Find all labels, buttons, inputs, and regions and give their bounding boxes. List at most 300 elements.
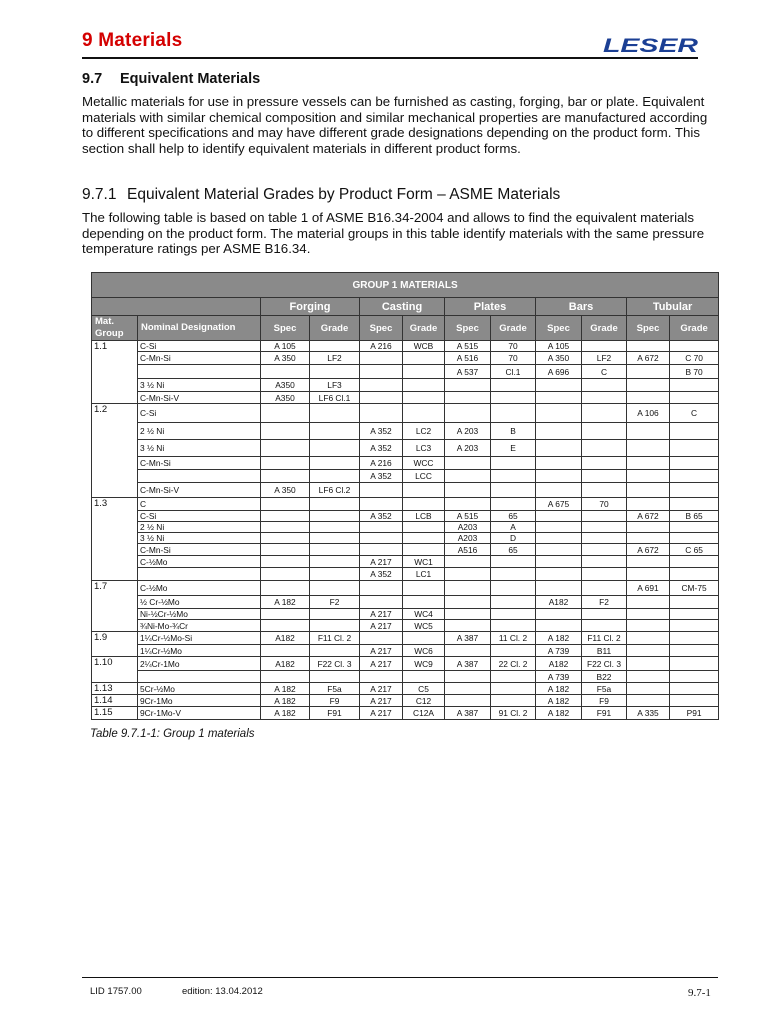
table-row xyxy=(92,379,719,392)
grade-cell: C 65 xyxy=(670,544,719,556)
grade-cell xyxy=(670,609,719,620)
designation-cell: 3 ½ Ni xyxy=(138,440,261,457)
spec-cell xyxy=(261,404,310,423)
grade-cell xyxy=(582,440,627,457)
footer-rule xyxy=(82,977,718,978)
grade-cell xyxy=(403,581,445,596)
grade-cell xyxy=(670,568,719,581)
spec-cell: A 217 xyxy=(360,695,403,707)
spec-cell xyxy=(445,457,491,470)
grade-cell: D xyxy=(491,533,536,544)
spec-cell: A203 xyxy=(445,533,491,544)
grade-cell xyxy=(582,341,627,352)
spec-cell: A 515 xyxy=(445,511,491,522)
designation-cell: C-½Mo xyxy=(138,556,261,568)
table-row xyxy=(92,341,719,352)
grade-cell: B11 xyxy=(582,645,627,657)
form-tubular: Tubular xyxy=(627,298,719,316)
designation-cell xyxy=(138,568,261,581)
grade-cell: LC3 xyxy=(403,440,445,457)
designation-cell xyxy=(138,470,261,483)
grade-cell: LF6 Cl.2 xyxy=(310,483,360,498)
table-row xyxy=(92,707,719,720)
designation-cell: 9Cr-1Mo xyxy=(138,695,261,707)
spec-cell xyxy=(627,423,670,440)
spec-cell: A 691 xyxy=(627,581,670,596)
grade-cell: F5a xyxy=(582,683,627,695)
table-row xyxy=(92,556,719,568)
grade-cell xyxy=(491,695,536,707)
designation-cell: 5Cr-½Mo xyxy=(138,683,261,695)
section-heading xyxy=(82,71,260,87)
grade-cell xyxy=(582,483,627,498)
spec-cell xyxy=(261,581,310,596)
grade-cell: LF3 xyxy=(310,379,360,392)
spec-cell: A 203 xyxy=(445,423,491,440)
spec-cell xyxy=(360,498,403,511)
grade-cell xyxy=(670,632,719,645)
spec-cell: A 350 xyxy=(536,352,582,365)
spec-cell: A203 xyxy=(445,522,491,533)
designation-cell: Ni-½Cr-½Mo xyxy=(138,609,261,620)
grade-cell: 70 xyxy=(491,341,536,352)
header-spacer xyxy=(92,298,261,316)
spec-cell xyxy=(445,581,491,596)
spec-cell xyxy=(627,341,670,352)
spec-cell xyxy=(536,544,582,556)
grade-cell xyxy=(310,671,360,683)
spec-cell xyxy=(360,632,403,645)
grade-cell: A xyxy=(491,522,536,533)
grade-cell: F91 xyxy=(582,707,627,720)
grade-cell xyxy=(310,556,360,568)
grade-cell xyxy=(491,683,536,695)
grade-cell xyxy=(670,533,719,544)
grade-cell: LF2 xyxy=(310,352,360,365)
grade-cell xyxy=(670,457,719,470)
grade-cell xyxy=(310,522,360,533)
grade-cell: LCB xyxy=(403,511,445,522)
svg-text:LESER: LESER xyxy=(603,36,698,56)
spec-cell xyxy=(261,556,310,568)
col-spec: Spec xyxy=(261,316,310,341)
leser-logo xyxy=(603,36,698,56)
spec-cell xyxy=(627,683,670,695)
spec-cell xyxy=(261,470,310,483)
mat-group-cell: 1.3 xyxy=(92,498,138,581)
spec-cell: A350 xyxy=(261,392,310,404)
spec-cell xyxy=(536,511,582,522)
grade-cell: WCC xyxy=(403,457,445,470)
spec-cell xyxy=(360,404,403,423)
grade-cell: 70 xyxy=(582,498,627,511)
designation-cell: ½ Cr-½Mo xyxy=(138,596,261,609)
table-row xyxy=(92,683,719,695)
spec-cell xyxy=(627,620,670,632)
spec-cell: A 387 xyxy=(445,657,491,671)
grade-cell xyxy=(310,645,360,657)
grade-cell: F2 xyxy=(310,596,360,609)
grade-cell: P91 xyxy=(670,707,719,720)
grade-cell xyxy=(582,544,627,556)
table-row xyxy=(92,596,719,609)
spec-cell xyxy=(536,609,582,620)
grade-cell xyxy=(310,498,360,511)
spec-cell xyxy=(536,533,582,544)
grade-cell xyxy=(403,352,445,365)
grade-cell xyxy=(670,423,719,440)
mat-group-cell: 1.2 xyxy=(92,404,138,498)
table-row xyxy=(92,470,719,483)
spec-cell xyxy=(536,581,582,596)
spec-cell xyxy=(627,379,670,392)
table-row xyxy=(92,657,719,671)
grade-cell xyxy=(310,581,360,596)
table-row xyxy=(92,365,719,379)
grade-cell xyxy=(310,423,360,440)
mat-group-cell: 1.9 xyxy=(92,632,138,657)
designation-cell: C-Si xyxy=(138,341,261,352)
grade-cell: C xyxy=(582,365,627,379)
grade-cell xyxy=(310,568,360,581)
spec-cell: A 672 xyxy=(627,352,670,365)
grade-cell xyxy=(403,498,445,511)
spec-cell xyxy=(627,556,670,568)
spec-cell: A182 xyxy=(536,596,582,609)
grade-cell: F2 xyxy=(582,596,627,609)
spec-cell xyxy=(445,568,491,581)
mat-group-cell: 1.14 xyxy=(92,695,138,707)
grade-cell xyxy=(403,365,445,379)
grade-cell xyxy=(491,483,536,498)
spec-cell: A 217 xyxy=(360,609,403,620)
grade-cell xyxy=(491,498,536,511)
table-row xyxy=(92,544,719,556)
grade-cell xyxy=(491,581,536,596)
spec-cell: A 387 xyxy=(445,707,491,720)
spec-cell xyxy=(445,645,491,657)
grade-cell xyxy=(491,379,536,392)
form-plates: Plates xyxy=(445,298,536,316)
spec-cell: A 352 xyxy=(360,511,403,522)
designation-cell: C-Mn-Si-V xyxy=(138,483,261,498)
spec-cell: A 335 xyxy=(627,707,670,720)
mat-group-cell: 1.13 xyxy=(92,683,138,695)
grade-cell xyxy=(582,457,627,470)
spec-cell xyxy=(536,457,582,470)
col-grade: Grade xyxy=(670,316,719,341)
grade-cell xyxy=(670,683,719,695)
grade-cell xyxy=(310,404,360,423)
mat-group-cell: 1.10 xyxy=(92,657,138,683)
spec-cell xyxy=(627,609,670,620)
spec-cell xyxy=(445,470,491,483)
table-row xyxy=(92,620,719,632)
grade-cell xyxy=(403,671,445,683)
grade-cell xyxy=(670,470,719,483)
spec-cell xyxy=(627,457,670,470)
col-grade: Grade xyxy=(403,316,445,341)
table-row xyxy=(92,392,719,404)
spec-cell xyxy=(536,379,582,392)
mat-group-cell: 1.1 xyxy=(92,341,138,404)
grade-cell: F11 Cl. 2 xyxy=(582,632,627,645)
grade-cell: C5 xyxy=(403,683,445,695)
spec-cell xyxy=(445,392,491,404)
grade-cell xyxy=(670,440,719,457)
grade-cell xyxy=(670,498,719,511)
grade-cell xyxy=(403,533,445,544)
grade-cell xyxy=(491,596,536,609)
grade-cell: 65 xyxy=(491,544,536,556)
spec-cell: A 182 xyxy=(536,632,582,645)
designation-cell: C-Mn-Si xyxy=(138,457,261,470)
form-casting: Casting xyxy=(360,298,445,316)
spec-cell xyxy=(360,483,403,498)
grade-cell xyxy=(582,522,627,533)
grade-cell: B22 xyxy=(582,671,627,683)
spec-cell: A182 xyxy=(261,632,310,645)
grade-cell xyxy=(491,568,536,581)
grade-cell xyxy=(491,470,536,483)
spec-cell: A 182 xyxy=(536,695,582,707)
spec-cell xyxy=(261,522,310,533)
spec-cell: A 352 xyxy=(360,440,403,457)
spec-cell xyxy=(445,683,491,695)
spec-cell xyxy=(360,533,403,544)
spec-cell xyxy=(261,533,310,544)
spec-cell: A350 xyxy=(261,379,310,392)
spec-cell: A 217 xyxy=(360,657,403,671)
grade-cell xyxy=(670,657,719,671)
spec-cell xyxy=(536,620,582,632)
table-row xyxy=(92,404,719,423)
grade-cell xyxy=(403,392,445,404)
designation-cell xyxy=(138,365,261,379)
grade-cell xyxy=(582,620,627,632)
spec-cell: A 216 xyxy=(360,341,403,352)
spec-cell xyxy=(445,498,491,511)
spec-cell: A 537 xyxy=(445,365,491,379)
chapter-title: 9 Materials xyxy=(82,30,183,51)
spec-cell xyxy=(261,365,310,379)
grade-cell xyxy=(403,404,445,423)
spec-cell: A 217 xyxy=(360,645,403,657)
spec-cell xyxy=(627,365,670,379)
grade-cell: 65 xyxy=(491,511,536,522)
grade-cell xyxy=(310,470,360,483)
grade-cell: WC4 xyxy=(403,609,445,620)
grade-cell: WC6 xyxy=(403,645,445,657)
grade-cell xyxy=(582,556,627,568)
grade-cell xyxy=(310,533,360,544)
grade-cell xyxy=(582,423,627,440)
designation-cell: 3 ½ Ni xyxy=(138,533,261,544)
grade-cell xyxy=(670,671,719,683)
grade-cell xyxy=(582,404,627,423)
col-grade: Grade xyxy=(310,316,360,341)
grade-cell: E xyxy=(491,440,536,457)
grade-cell: C12A xyxy=(403,707,445,720)
mat-group-cell: 1.7 xyxy=(92,581,138,632)
spec-cell: A 515 xyxy=(445,341,491,352)
spec-cell: A 203 xyxy=(445,440,491,457)
grade-cell xyxy=(670,483,719,498)
grade-cell xyxy=(310,341,360,352)
subsection-paragraph: The following table is based on table 1 of ASME B16.34-2004 and allows to find the equivalent materials depending on the product form. The material groups in this table identify materials with the same pressure temperature ratings per ASME B16.34. xyxy=(82,210,705,256)
spec-cell xyxy=(261,568,310,581)
grade-cell: LC2 xyxy=(403,423,445,440)
designation-cell: C-Mn-Si xyxy=(138,352,261,365)
designation-cell: C-½Mo xyxy=(138,581,261,596)
col-grade: Grade xyxy=(582,316,627,341)
form-forging: Forging xyxy=(261,298,360,316)
spec-cell: A 182 xyxy=(261,707,310,720)
spec-cell xyxy=(627,596,670,609)
spec-cell xyxy=(536,556,582,568)
spec-cell xyxy=(627,483,670,498)
spec-cell: A 182 xyxy=(261,683,310,695)
grade-cell: LC1 xyxy=(403,568,445,581)
grade-cell xyxy=(582,581,627,596)
grade-cell xyxy=(670,392,719,404)
spec-cell xyxy=(261,609,310,620)
spec-cell xyxy=(627,533,670,544)
table-row xyxy=(92,522,719,533)
spec-cell xyxy=(445,620,491,632)
spec-cell: A 672 xyxy=(627,511,670,522)
spec-cell xyxy=(360,352,403,365)
grade-cell: Cl.1 xyxy=(491,365,536,379)
spec-cell xyxy=(360,544,403,556)
grade-cell xyxy=(670,620,719,632)
grade-cell: WCB xyxy=(403,341,445,352)
grade-cell xyxy=(491,404,536,423)
grade-cell: B xyxy=(491,423,536,440)
grade-cell xyxy=(491,392,536,404)
grade-cell xyxy=(310,365,360,379)
table-title: GROUP 1 MATERIALS xyxy=(92,273,719,298)
grade-cell xyxy=(582,470,627,483)
spec-cell xyxy=(627,695,670,707)
table-row xyxy=(92,645,719,657)
table-row xyxy=(92,568,719,581)
grade-cell xyxy=(403,379,445,392)
grade-cell: LF2 xyxy=(582,352,627,365)
spec-cell xyxy=(627,568,670,581)
spec-cell: A 105 xyxy=(261,341,310,352)
designation-cell: C-Mn-Si xyxy=(138,544,261,556)
section-title: Equivalent Materials xyxy=(120,71,261,87)
spec-cell xyxy=(261,423,310,440)
spec-cell xyxy=(261,671,310,683)
grade-cell xyxy=(310,511,360,522)
designation-cell: 2 ½ Ni xyxy=(138,423,261,440)
table-row xyxy=(92,511,719,522)
table-row xyxy=(92,533,719,544)
grade-cell xyxy=(582,379,627,392)
grade-cell xyxy=(491,556,536,568)
grade-cell xyxy=(403,544,445,556)
spec-cell xyxy=(445,404,491,423)
grade-cell: F5a xyxy=(310,683,360,695)
grade-cell: B 65 xyxy=(670,511,719,522)
col-grade: Grade xyxy=(491,316,536,341)
table-row xyxy=(92,483,719,498)
spec-cell xyxy=(261,620,310,632)
spec-cell: A 217 xyxy=(360,620,403,632)
header-rule xyxy=(82,57,698,59)
grade-cell: WC1 xyxy=(403,556,445,568)
spec-cell: A 217 xyxy=(360,707,403,720)
spec-cell: A 182 xyxy=(261,596,310,609)
designation-cell: 9Cr-1Mo-V xyxy=(138,707,261,720)
grade-cell: F22 Cl. 3 xyxy=(310,657,360,671)
subsection-title: Equivalent Material Grades by Product Form – ASME Materials xyxy=(127,186,561,203)
grade-cell xyxy=(491,609,536,620)
grade-cell: F9 xyxy=(582,695,627,707)
grade-cell xyxy=(670,379,719,392)
table-row xyxy=(92,581,719,596)
spec-cell xyxy=(536,423,582,440)
spec-cell xyxy=(536,483,582,498)
grade-cell: LCC xyxy=(403,470,445,483)
spec-cell xyxy=(261,440,310,457)
spec-cell xyxy=(536,440,582,457)
grade-cell: WC5 xyxy=(403,620,445,632)
spec-cell xyxy=(536,522,582,533)
spec-cell: A 352 xyxy=(360,470,403,483)
grade-cell: 70 xyxy=(491,352,536,365)
grade-cell xyxy=(670,556,719,568)
table-caption: Table 9.7.1-1: Group 1 materials xyxy=(90,728,255,740)
col-spec: Spec xyxy=(445,316,491,341)
designation-cell: 3 ½ Ni xyxy=(138,379,261,392)
form-bars: Bars xyxy=(536,298,627,316)
col-spec: Spec xyxy=(627,316,670,341)
table-row xyxy=(92,423,719,440)
grade-cell xyxy=(582,609,627,620)
spec-cell: A516 xyxy=(445,544,491,556)
grade-cell: C12 xyxy=(403,695,445,707)
grade-cell: C 70 xyxy=(670,352,719,365)
spec-cell: A 105 xyxy=(536,341,582,352)
section-paragraph: Metallic materials for use in pressure vessels can be furnished as casting, forging, bar or plate. Equivalent materials with similar chemical composition and similar mechanical properties are manufactured according to different specifications and may have different grade designations depending on the product form. This section shall help to identify equivalent materials in different product forms. xyxy=(82,94,708,156)
grade-cell xyxy=(310,620,360,632)
col-spec: Spec xyxy=(536,316,582,341)
spec-cell xyxy=(360,379,403,392)
grade-cell: 91 Cl. 2 xyxy=(491,707,536,720)
spec-cell xyxy=(360,671,403,683)
grade-cell: 22 Cl. 2 xyxy=(491,657,536,671)
spec-cell xyxy=(627,657,670,671)
spec-cell xyxy=(360,392,403,404)
designation-cell: 1¼Cr-½Mo xyxy=(138,645,261,657)
table-row xyxy=(92,695,719,707)
spec-cell xyxy=(261,457,310,470)
grade-cell xyxy=(670,522,719,533)
spec-cell xyxy=(445,483,491,498)
grade-cell xyxy=(582,533,627,544)
spec-cell xyxy=(261,544,310,556)
grade-cell: F9 xyxy=(310,695,360,707)
spec-cell: A 217 xyxy=(360,556,403,568)
designation-cell: 1¼Cr-½Mo-Si xyxy=(138,632,261,645)
grade-cell xyxy=(491,671,536,683)
spec-cell xyxy=(261,645,310,657)
spec-cell: A 675 xyxy=(536,498,582,511)
grade-cell xyxy=(310,544,360,556)
